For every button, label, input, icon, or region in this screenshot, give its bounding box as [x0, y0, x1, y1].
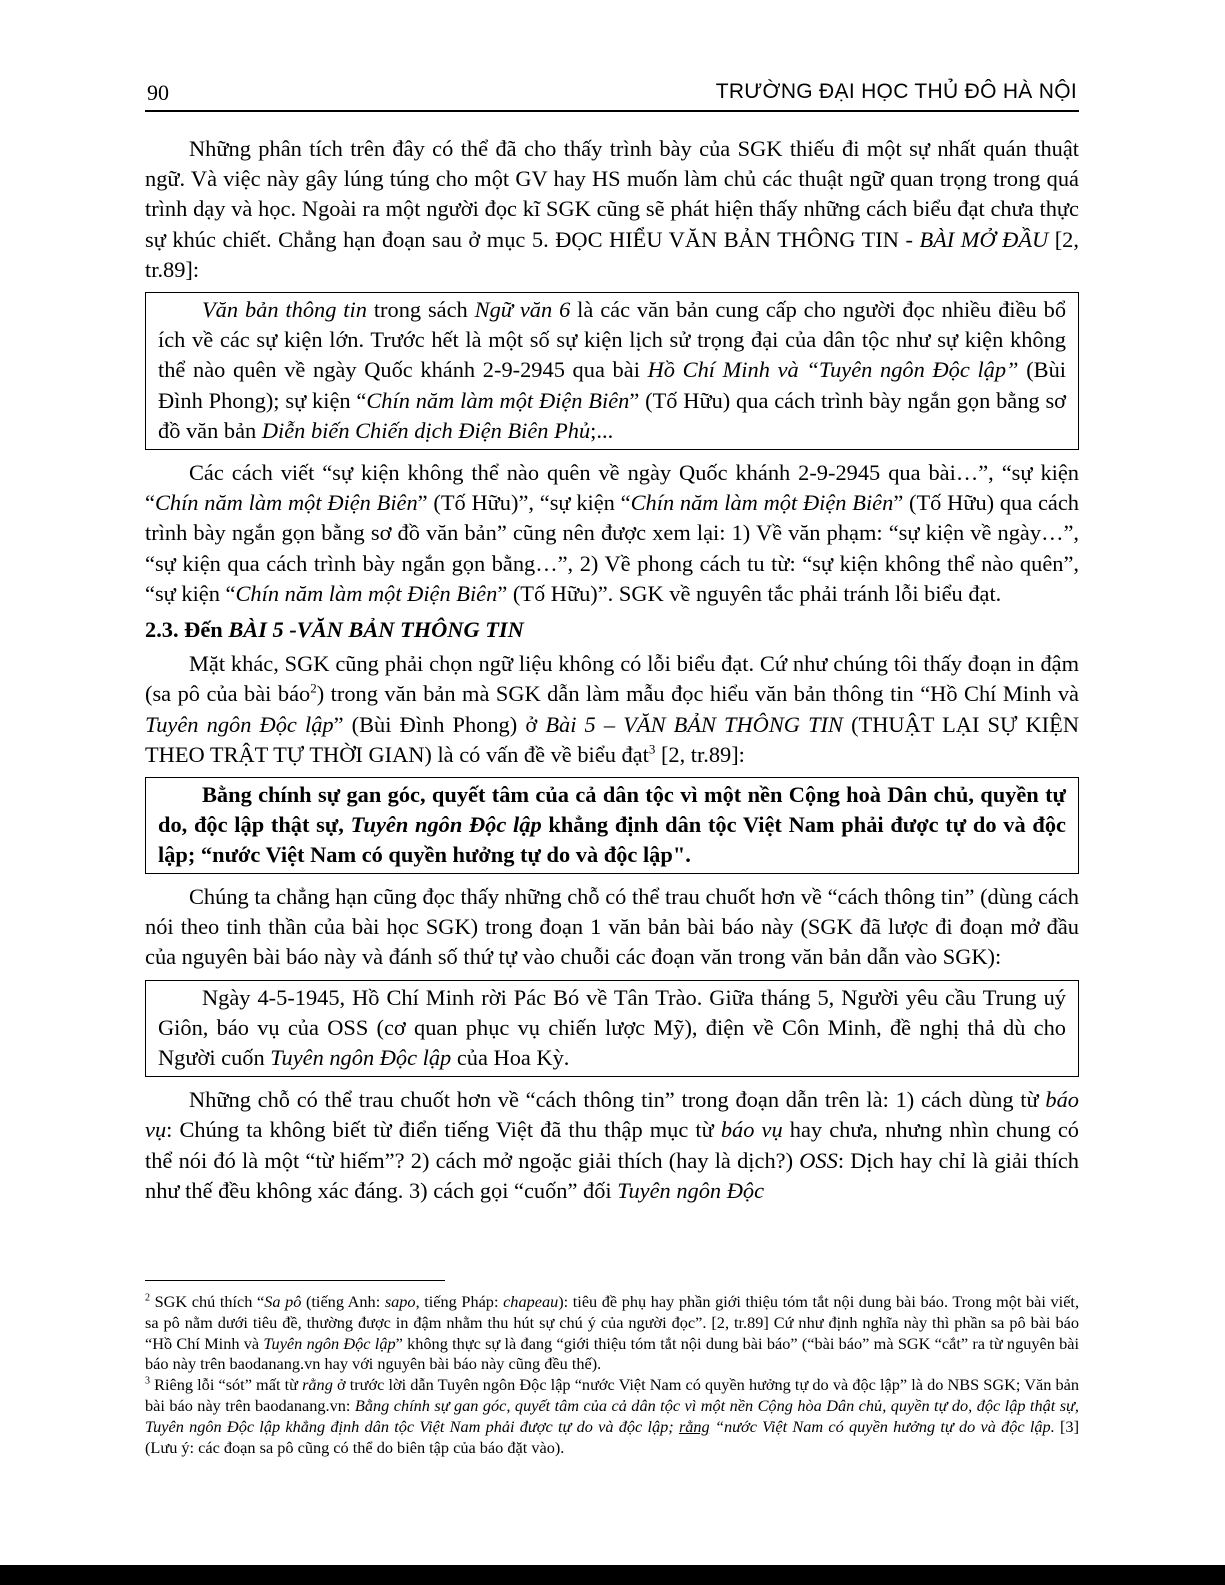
quote-box-2	[145, 777, 1079, 874]
paragraph-2: Các cách viết “sự kiện không thể nào quên về ngày Quốc khánh 2-9-2945 qua bài…”, “sự kiện “Chín năm làm một Điện Biên” (Tố Hữu)”, “sự kiện “Chín năm làm một Điện Biên” (Tố Hữu) qua cách trình bày ngắn gọn bằng sơ đồ văn bản” cũng nên được xem lại: 1) Về văn phạm: “sự kiện về ngày…”, “sự kiện qua cách trình bày ngắn gọn bằng…”, 2) Về phong cách tu từ: “sự kiện không thể nào quên”, “sự kiện “Chín năm làm một Điện Biên” (Tố Hữu)”. SGK về nguyên tắc phải tránh lỗi biểu đạt.	[145, 460, 1079, 606]
journal-title: TRƯỜNG ĐẠI HỌC THỦ ĐÔ HÀ NỘI	[715, 80, 1077, 103]
footnote-ref-3[interactable]: 3	[648, 741, 656, 757]
quote-2-text: Bằng chính sự gan góc, quyết tâm của cả dân tộc vì một nền Cộng hoà Dân chủ, quyền tự do, độc lập thật sự, Tuyên ngôn Độc lập khẳng định dân tộc Việt Nam phải được tự do và độc lập; “nước Việt Nam có quyền hưởng tự do và độc lập".	[158, 782, 1066, 868]
quote-3-text: Ngày 4-5-1945, Hồ Chí Minh rời Pác Bó về Tân Trào. Giữa tháng 5, Người yêu cầu Trung uý Giôn, báo vụ của OSS (cơ quan phục vụ chiến lược Mỹ), điện về Côn Minh, đề nghị thả dù cho Người cuốn Tuyên ngôn Độc lập của Hoa Kỳ.	[158, 984, 1066, 1071]
scan-bottom-edge	[0, 1565, 1225, 1585]
running-header	[145, 76, 1079, 112]
footnote-2: $^2$ SGK chú thích “Sa pô (tiếng Anh: sapo, tiếng Pháp: chapeau): tiêu đề phụ hay phần giới thiệu tóm tắt nội dung bài báo. Trong một bài viết, sa pô nằm dưới tiêu đề, thường được in đậm nhằm thu hút sự chú ý của người đọc”. [2, tr.89] Cứ như định nghĩa này thì phần sa pô bài báo “Hồ Chí Minh và Tuyên ngôn Độc lập” không thực sự là đang “giới thiệu tóm tắt nội dung bài báo” (“bài báo” mà SGK “cắt” ra từ nguyên bài báo này trên baodanang.vn hay với nguyên bài báo này cũng đều thế).	[145, 1292, 1080, 1374]
paragraph-5: Những chỗ có thể trau chuốt hơn về “cách thông tin” trong đoạn dẫn trên là: 1) cách dùng từ báo vụ: Chúng ta không biết từ điển tiếng Việt đã thu thập mục từ báo vụ hay chưa, nhưng nhìn chung có thể nói đó là một “từ hiếm”? 2) cách mở ngoặc giải thích (hay là dịch?) OSS: Dịch hay chỉ là giải thích như thế đều không xác đáng. 3) cách gọi “cuốn” đối Tuyên ngôn Độc	[145, 1087, 1079, 1203]
quote-box-1	[145, 292, 1079, 450]
footnotes	[145, 1292, 1079, 1458]
paragraph-4: Chúng ta chẳng hạn cũng đọc thấy những chỗ có thể trau chuốt hơn về “cách thông tin” (dùng cách nói theo tinh thần của bài học SGK) trong đoạn 1 văn bản bài báo này (SGK đã lược đi đoạn mở đầu của nguyên bài báo này và đánh số thứ tự vào chuỗi các đoạn văn trong văn bản dẫn vào SGK):	[145, 884, 1079, 970]
quote-1-text: Văn bản thông tin trong sách Ngữ văn 6 là các văn bản cung cấp cho người đọc nhiều điều bổ ích về các sự kiện lớn. Trước hết là một số sự kiện lịch sử trọng đại của dân tộc như sự kiện không thể nào quên về ngày Quốc khánh 2-9-2945 qua bài Hồ Chí Minh và “Tuyên ngôn Độc lập” (Bùi Đình Phong); sự kiện “Chín năm làm một Điện Biên” (Tố Hữu) qua cách trình bày ngắn gọn bằng sơ đồ văn bản Diễn biến Chiến dịch Điện Biên Phủ;...	[158, 297, 1067, 443]
section-heading: 2.3. Đến BÀI 5 -VĂN BẢN THÔNG TIN	[145, 617, 524, 643]
footnote-3: $^3$ Riêng lỗi “sót” mất từ rằng ở trước lời dẫn Tuyên ngôn Độc lập “nước Việt Nam có quyền hưởng tự do và độc lập” là do NBS SGK; Văn bản bài báo này trên baodanang.vn: Bằng chính sự gan góc, quyết tâm của cả dân tộc vì một nền Cộng hòa Dân chủ, quyền tự do, độc lập thật sự, Tuyên ngôn Độc lập khẳng định dân tộc Việt Nam phải được tự do và độc lập; rằng “nước Việt Nam có quyền hưởng tự do và độc lập. [3] (Lưu ý: các đoạn sa pô cũng có thể do biên tập của báo đặt vào).	[145, 1375, 1080, 1457]
main-text	[145, 134, 1079, 1206]
page-number: 90	[147, 80, 169, 105]
quote-box-3	[145, 980, 1079, 1078]
paragraph-3: Mặt khác, SGK cũng phải chọn ngữ liệu không có lỗi biểu đạt. Cứ như chúng tôi thấy đoạn in đậm (sa pô của bài báo$^2$) trong văn bản mà SGK dẫn làm mẫu đọc hiểu văn bản thông tin “Hồ Chí Minh và Tuyên ngôn Độc lập” (Bùi Đình Phong) ở Bài 5 – VĂN BẢN THÔNG TIN (THUẬT LẠI SỰ KIỆN THEO TRẬT TỰ THỜI GIAN) là có vấn đề về biểu đạt$^3$ [2, tr.89]:	[145, 651, 1079, 767]
paragraph-1: Những phân tích trên đây có thể đã cho thấy trình bày của SGK thiếu đi một sự nhất quán thuật ngữ. Và việc này gây lúng túng cho một GV hay HS muốn làm chủ các thuật ngữ quan trọng trong quá trình dạy và học. Ngoài ra một người đọc kĩ SGK cũng sẽ phát hiện thấy những cách biểu đạt chưa thực sự khúc chiết. Chẳng hạn đoạn sau ở mục 5. ĐỌC HIỂU VĂN BẢN THÔNG TIN - BÀI MỞ ĐẦU [2, tr.89]:	[145, 136, 1079, 282]
footnote-ref-2[interactable]: 2	[310, 680, 317, 696]
footnote-separator	[145, 1280, 445, 1281]
